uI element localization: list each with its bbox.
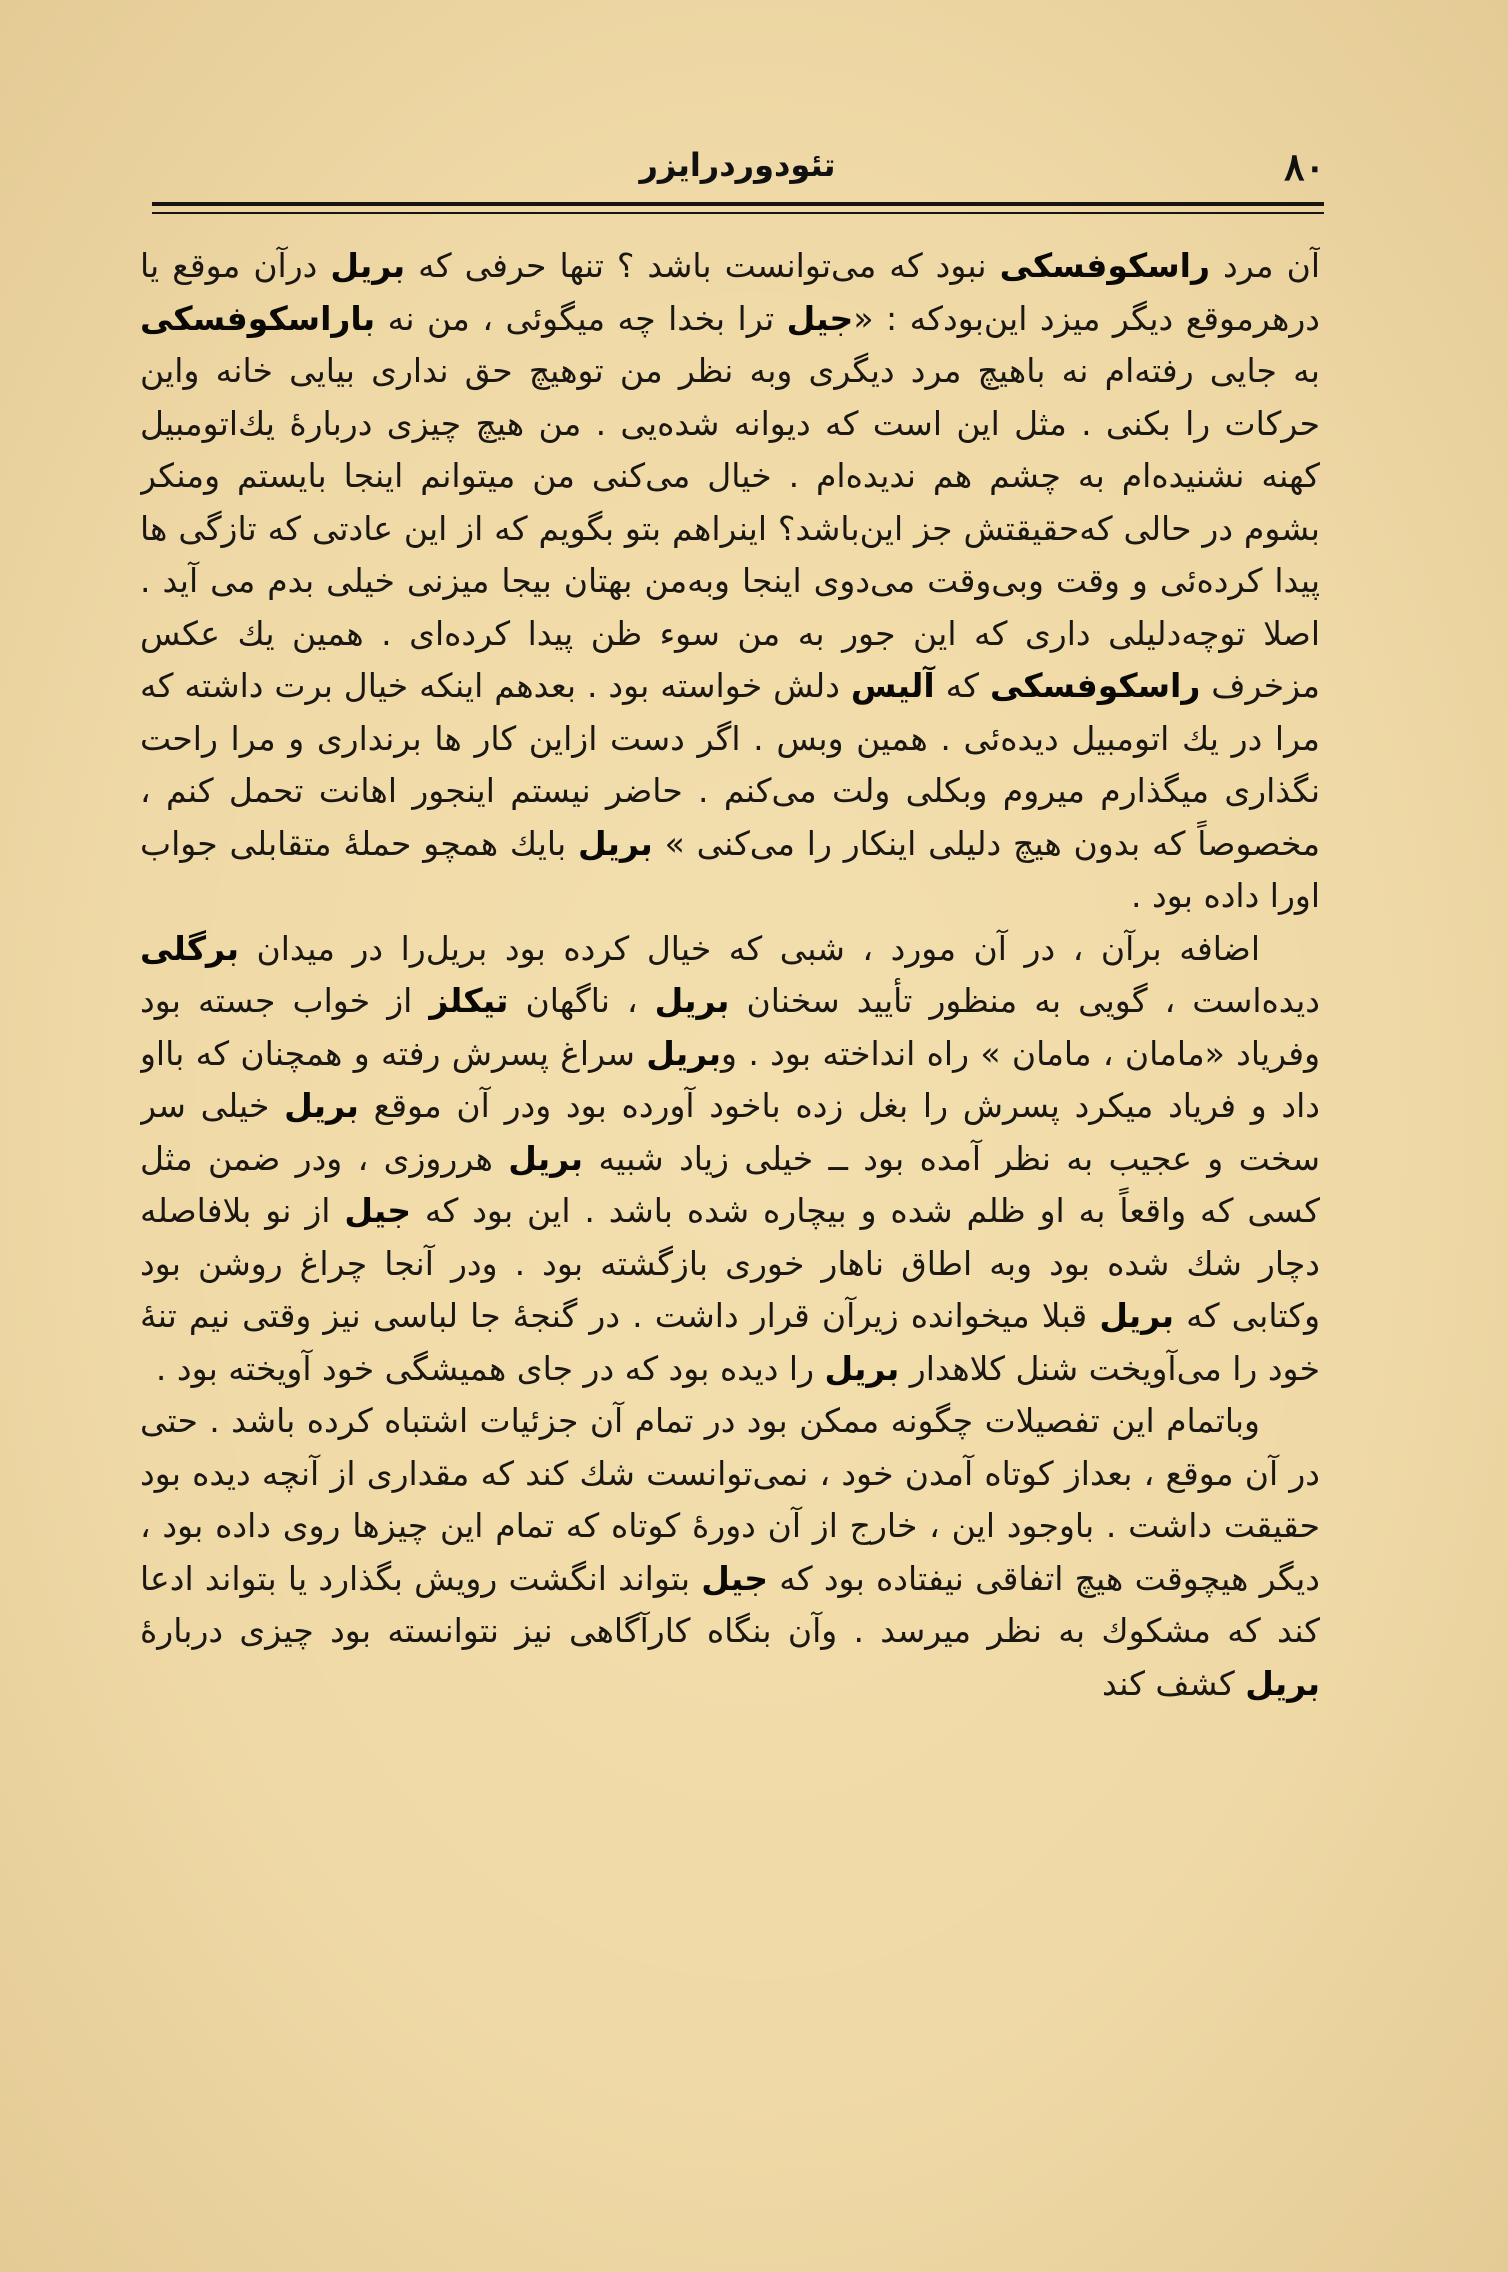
text-run: بایك همچو حملهٔ متقابلی جواب اورا داده بود . bbox=[140, 823, 1320, 915]
emphasized-name: تیکلز bbox=[429, 981, 509, 1020]
emphasized-name: جیل bbox=[701, 1558, 768, 1598]
header-rule-thin bbox=[152, 212, 1324, 214]
emphasized-name: جیل bbox=[786, 298, 854, 338]
page-header bbox=[150, 140, 1325, 200]
text-run: را دیده بود که در جای همیشگی خود آویخته بود . bbox=[155, 1348, 825, 1388]
text-run: وباتمام این تفصیلات چگونه ممکن بود در تمام آن جزئیات اشتباه کرده باشد . حتی در آن موقع ، بعداز کوتاه آمدن خود ، نمی‌توانست شك کند که مقداری از آنچه دیده بود حقیقت داشت . باوجود این ، خارج از آن دورهٔ کوتاه که تمام این چیزها روی داده بود ، دیگر هیچوقت هیچ اتفاقی نیفتاده بود که bbox=[140, 1401, 1320, 1598]
header-rule-thick bbox=[152, 202, 1324, 206]
text-run: هرروزی ، ودر ضمن مثل کسی که واقعاً به او ظلم شده و بیچاره شده باشد . این بود که bbox=[140, 1138, 1320, 1230]
text-run: ترا بخدا چه میگوئی ، من نه bbox=[375, 298, 787, 338]
text-run: سراغ پسرش رفته و همچنان که بااو داد و فریاد میکرد پسرش را بغل زده باخود آورده بود ودر آن موقع bbox=[140, 1033, 1320, 1125]
text-run: قبلا میخوانده زیرآن قرار داشت . در گنجهٔ جا لباسی نیز وقتی نیم تنهٔ خود را می‌آویخت شنل کلاهدار bbox=[140, 1296, 1320, 1388]
emphasized-name: بریل bbox=[824, 1348, 900, 1388]
text-run: خیلی سر سخت و عجیب به نظر آمده بود ــ خیلی زیاد شبیه bbox=[140, 1086, 1320, 1178]
text-run: از نو بلافاصله دچار شك شده بود وبه اطاق ناهار خوری بازگشته بود . ودر آنجا چراغ روشن بود وکتابی که bbox=[140, 1191, 1320, 1335]
emphasized-name: بریل bbox=[1099, 1296, 1175, 1335]
text-run: که bbox=[934, 666, 990, 705]
emphasized-name: بریل bbox=[578, 823, 653, 863]
text-run: دلش خواسته بود . بعدهم اینکه خیال برت داشته که مرا در یك اتومبیل دیده‌ئی . همین وبس . اگر دست ازاین کار ها برنداری و مرا راحت نگذاری میگذارم میروم وبکلی ولت می‌کنم . حاضر نیستم اینجور اهانت تحمل کنم ، مخصوصاً که بدون هیچ دلیلی اینکار را می‌کنی » bbox=[140, 666, 1320, 863]
emphasized-name: بریل bbox=[646, 1033, 722, 1073]
emphasized-name: جیل bbox=[344, 1191, 412, 1230]
paragraph bbox=[140, 1395, 1320, 1710]
text-run: بتواند انگشت رویش بگذارد یا بتواند ادعا کند که مشکوك به نظر میرسد . وآن بنگاه کارآگاهی نیز نتوانسته بود چیزی دربارهٔ bbox=[140, 1558, 1320, 1650]
emphasized-name: بریل bbox=[284, 1086, 359, 1125]
text-run: دیده‌است ، گویی به منظور تأیید سخنان bbox=[729, 981, 1320, 1020]
text-run: اضافه برآن ، در آن مورد ، شبی که خیال کرده بود بریل‌را در میدان bbox=[238, 928, 1260, 968]
paragraph bbox=[140, 240, 1320, 923]
emphasized-name: آلیس bbox=[850, 666, 935, 705]
paragraph bbox=[140, 923, 1320, 1396]
text-run: ، ناگهان bbox=[508, 981, 655, 1020]
emphasized-name: باراسکوفسکی bbox=[140, 298, 376, 338]
emphasized-name: راسکوفسکی bbox=[989, 666, 1201, 705]
text-run: از خواب جسته بود وفریاد «مامان ، مامان » راه انداخته بود . و bbox=[140, 981, 1320, 1073]
text-run: درآن موقع یا درهرموقع دیگر میزد این‌بودکه : « bbox=[140, 246, 1320, 338]
running-title: تئودوردرایزر bbox=[639, 146, 836, 184]
emphasized-name: برگلی bbox=[140, 928, 239, 968]
page-number: ۸۰ bbox=[1284, 144, 1325, 189]
text-run: آن مرد bbox=[1210, 246, 1320, 285]
text-run: نبود که می‌توانست باشد ؟ تنها حرفی که bbox=[405, 246, 1000, 285]
emphasized-name: بریل bbox=[654, 981, 730, 1020]
emphasized-name: بریل bbox=[508, 1138, 584, 1178]
text-run: کشف کند bbox=[1101, 1663, 1246, 1703]
body-text bbox=[140, 240, 1320, 2180]
emphasized-name: بریل bbox=[330, 246, 406, 285]
emphasized-name: راسکوفسکی bbox=[999, 246, 1210, 285]
text-run: به جایی رفته‌ام نه باهیچ مرد دیگری وبه نظر من توهیچ حق نداری بیایی خانه واین حرکات را بکنی . مثل این است که دیوانه شده‌یی . من هیچ چیزی دربارهٔ یك‌اتومبیل کهنه نشنیده‌ام به چشم هم ندیده‌ام . خیال می‌کنی من میتوانم اینجا بایستم ومنکر بشوم در حالی که‌حقیقتش جز این‌باشد؟ اینراهم بتو بگویم که از این عادتی که تازگی ها پیدا کرده‌ئی و وقت وبی‌وقت می‌دوی اینجا وبه‌من بهتان بیجا میزنی خیلی بدم می آید . اصلا توچه‌دلیلی داری که این جور به من سوء ظن پیدا کرده‌ای . همین یك عکس مزخرف bbox=[140, 351, 1320, 705]
emphasized-name: بریل bbox=[1245, 1663, 1320, 1703]
